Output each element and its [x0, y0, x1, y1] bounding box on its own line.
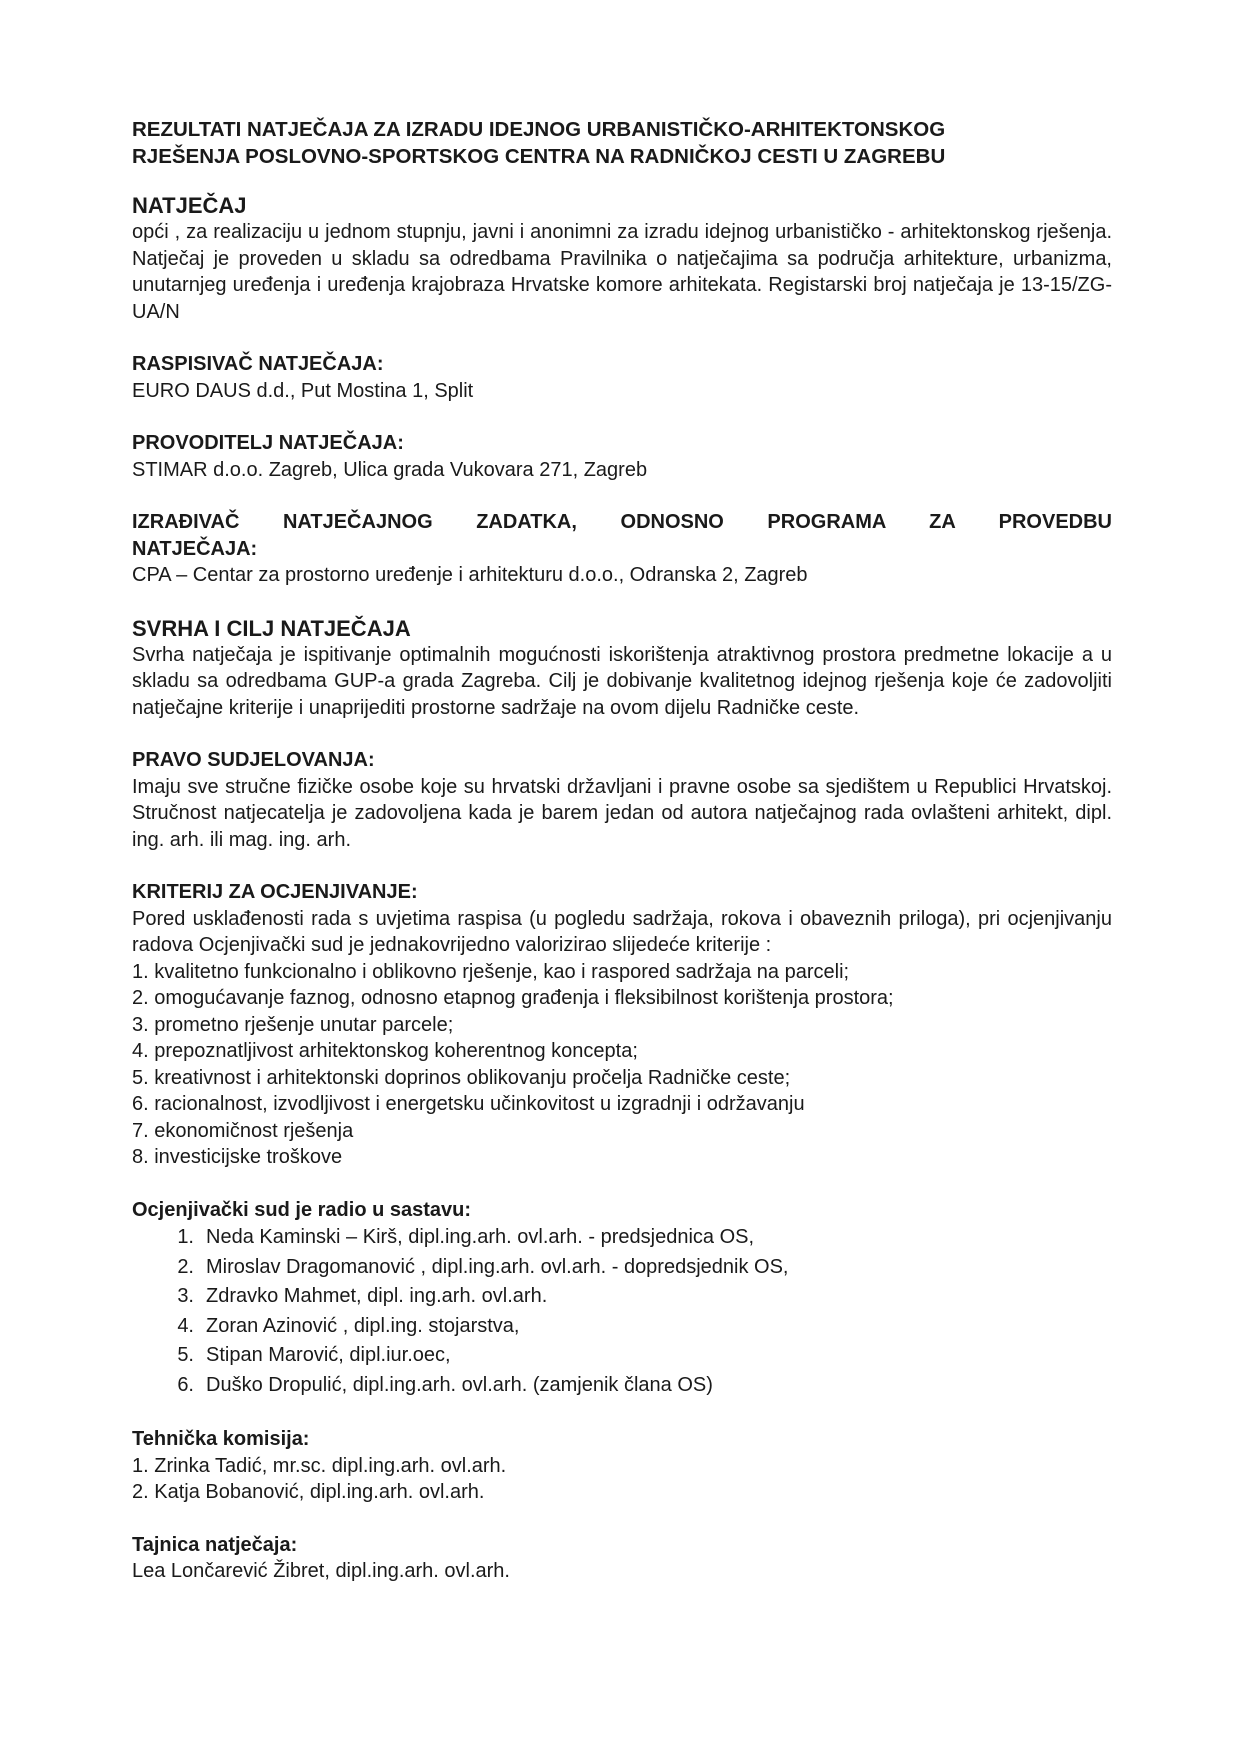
jury-list: [132, 1223, 1112, 1400]
list-item: 1. kvalitetno funkcionalno i oblikovno rješenje, kao i raspored sadržaja na parceli;: [132, 960, 850, 983]
section-text: STIMAR d.o.o. Zagreb, Ulica grada Vukovara 271, Zagreb: [132, 458, 648, 481]
document-title: [132, 116, 1112, 170]
section-kriterij: [132, 879, 1112, 1171]
item-number: 1.: [177, 1226, 194, 1248]
list-item: 4. prepoznatljivost arhitektonskog koherentnog koncepta;: [132, 1040, 638, 1062]
list-item: 8. investicijske troškove: [132, 1146, 343, 1168]
list-item: 2. Katja Bobanović, dipl.ing.arh. ovl.arh.: [132, 1481, 485, 1503]
section-heading: SVRHA I CILJ NATJEČAJA: [132, 615, 411, 641]
section-svrha: [132, 615, 1112, 722]
item-text: Stipan Marović, dipl.iur.oec,: [206, 1344, 451, 1366]
section-komisija: [132, 1426, 1112, 1506]
section-heading: Tajnica natječaja:: [132, 1533, 298, 1556]
section-text: Pored usklađenosti rada s uvjetima raspisa (u pogledu sadržaja, rokova i obaveznih priloga), pri ocjenjivanju radova Ocjenjivački sud je jednakovrijedno valorizirao slijedeće kriterije :: [132, 907, 1112, 956]
item-number: 5.: [177, 1344, 194, 1366]
section-heading-line-2: NATJEČAJA:: [132, 537, 258, 560]
list-item: [132, 1341, 1112, 1371]
section-heading: KRITERIJ ZA OCJENJIVANJE:: [132, 881, 418, 903]
section-text: Lea Lončarević Žibret, dipl.ing.arh. ovl.arh.: [132, 1560, 510, 1582]
document-page: [132, 116, 1112, 1585]
item-text: Miroslav Dragomanović , dipl.ing.arh. ovl.arh. - dopredsjednik OS,: [206, 1255, 789, 1278]
title-line-2: RJEŠENJA POSLOVNO-SPORTSKOG CENTRA NA RADNIČKOJ CESTI U ZAGREBU: [132, 145, 946, 168]
section-heading-line-1: IZRAĐIVAČ NATJEČAJNOG ZADATKA, ODNOSNO PROGRAMA ZA PROVEDBU: [132, 511, 1112, 533]
section-text: Imaju sve stručne fizičke osobe koje su hrvatski državljani i pravne osobe sa sjedištem u Republici Hrvatskoj. Stručnost natjecatelja je zadovoljena kada je barem jedan od autora natječajnog rada ovlašteni arhitekt, dipl. ing. arh. ili mag. ing. arh.: [132, 775, 1112, 851]
section-text: opći , za realizaciju u jednom stupnju, javni i anonimni za izradu idejnog urbanističko - arhitektonskog rješenja. Natječaj je proveden u skladu sa odredbama Pravilnika o natječajima sa područja arhitekture, urbanizma, unutarnjeg uređenja i uređenja krajobraza Hrvatske komore arhitekata. Registarski broj natječaja je 13-15/ZG-UA/N: [132, 221, 1112, 323]
item-number: 6.: [177, 1373, 194, 1396]
list-item: 2. omogućavanje faznog, odnosno etapnog građenja i fleksibilnost korištenja prostora;: [132, 987, 894, 1009]
list-item: [132, 1371, 1112, 1401]
list-item: 3. prometno rješenje unutar parcele;: [132, 1013, 454, 1036]
section-tajnica: [132, 1532, 1112, 1585]
section-text: Svrha natječaja je ispitivanje optimalnih mogućnosti iskorištenja atraktivnog prostora predmetne lokacije a u skladu sa odredbama GUP-a grada Zagreba. Cilj je dobivanje kvalitetnog idejnog rješenja koje će zadovoljiti natječajne kriterije i unaprijediti prostorne sadržaje na ovom dijelu Radničke ceste.: [132, 643, 1112, 719]
section-izradivac: [132, 509, 1112, 589]
section-pravo: [132, 747, 1112, 853]
item-text: Zdravko Mahmet, dipl. ing.arh. ovl.arh.: [206, 1285, 548, 1307]
section-heading: Tehnička komisija:: [132, 1428, 310, 1450]
title-line-1: REZULTATI NATJEČAJA ZA IZRADU IDEJNOG URBANISTIČKO-ARHITEKTONSKOG: [132, 118, 946, 141]
section-raspisivac: [132, 351, 1112, 404]
list-item: [132, 1312, 1112, 1342]
list-item: [132, 1223, 1112, 1253]
list-item: [132, 1282, 1112, 1312]
list-item: 6. racionalnost, izvodljivost i energetsku učinkovitost u izgradnji i održavanju: [132, 1093, 805, 1115]
list-item: [132, 1253, 1112, 1283]
item-number: 2.: [177, 1255, 194, 1278]
section-heading: RASPISIVAČ NATJEČAJA:: [132, 353, 384, 375]
list-item: 1. Zrinka Tadić, mr.sc. dipl.ing.arh. ovl.arh.: [132, 1454, 507, 1477]
section-natjecaj: [132, 192, 1112, 325]
list-item: 7. ekonomičnost rješenja: [132, 1119, 354, 1142]
item-text: Duško Dropulić, dipl.ing.arh. ovl.arh. (zamjenik člana OS): [206, 1373, 713, 1396]
section-provoditelj: [132, 430, 1112, 483]
section-text: EURO DAUS d.d., Put Mostina 1, Split: [132, 379, 474, 402]
list-item: 5. kreativnost i arhitektonski doprinos oblikovanju pročelja Radničke ceste;: [132, 1066, 791, 1089]
section-heading: PRAVO SUDJELOVANJA:: [132, 749, 375, 771]
section-text: CPA – Centar za prostorno uređenje i arhitekturu d.o.o., Odranska 2, Zagreb: [132, 564, 808, 586]
section-sud: [132, 1197, 1112, 1401]
section-heading: NATJEČAJ: [132, 193, 247, 218]
section-heading: PROVODITELJ NATJEČAJA:: [132, 432, 404, 454]
item-text: Zoran Azinović , dipl.ing. stojarstva,: [206, 1314, 520, 1337]
item-number: 3.: [177, 1285, 194, 1307]
section-heading: Ocjenjivački sud je radio u sastavu:: [132, 1198, 472, 1221]
item-number: 4.: [177, 1314, 194, 1337]
item-text: Neda Kaminski – Kirš, dipl.ing.arh. ovl.arh. - predsjednica OS,: [206, 1226, 755, 1248]
